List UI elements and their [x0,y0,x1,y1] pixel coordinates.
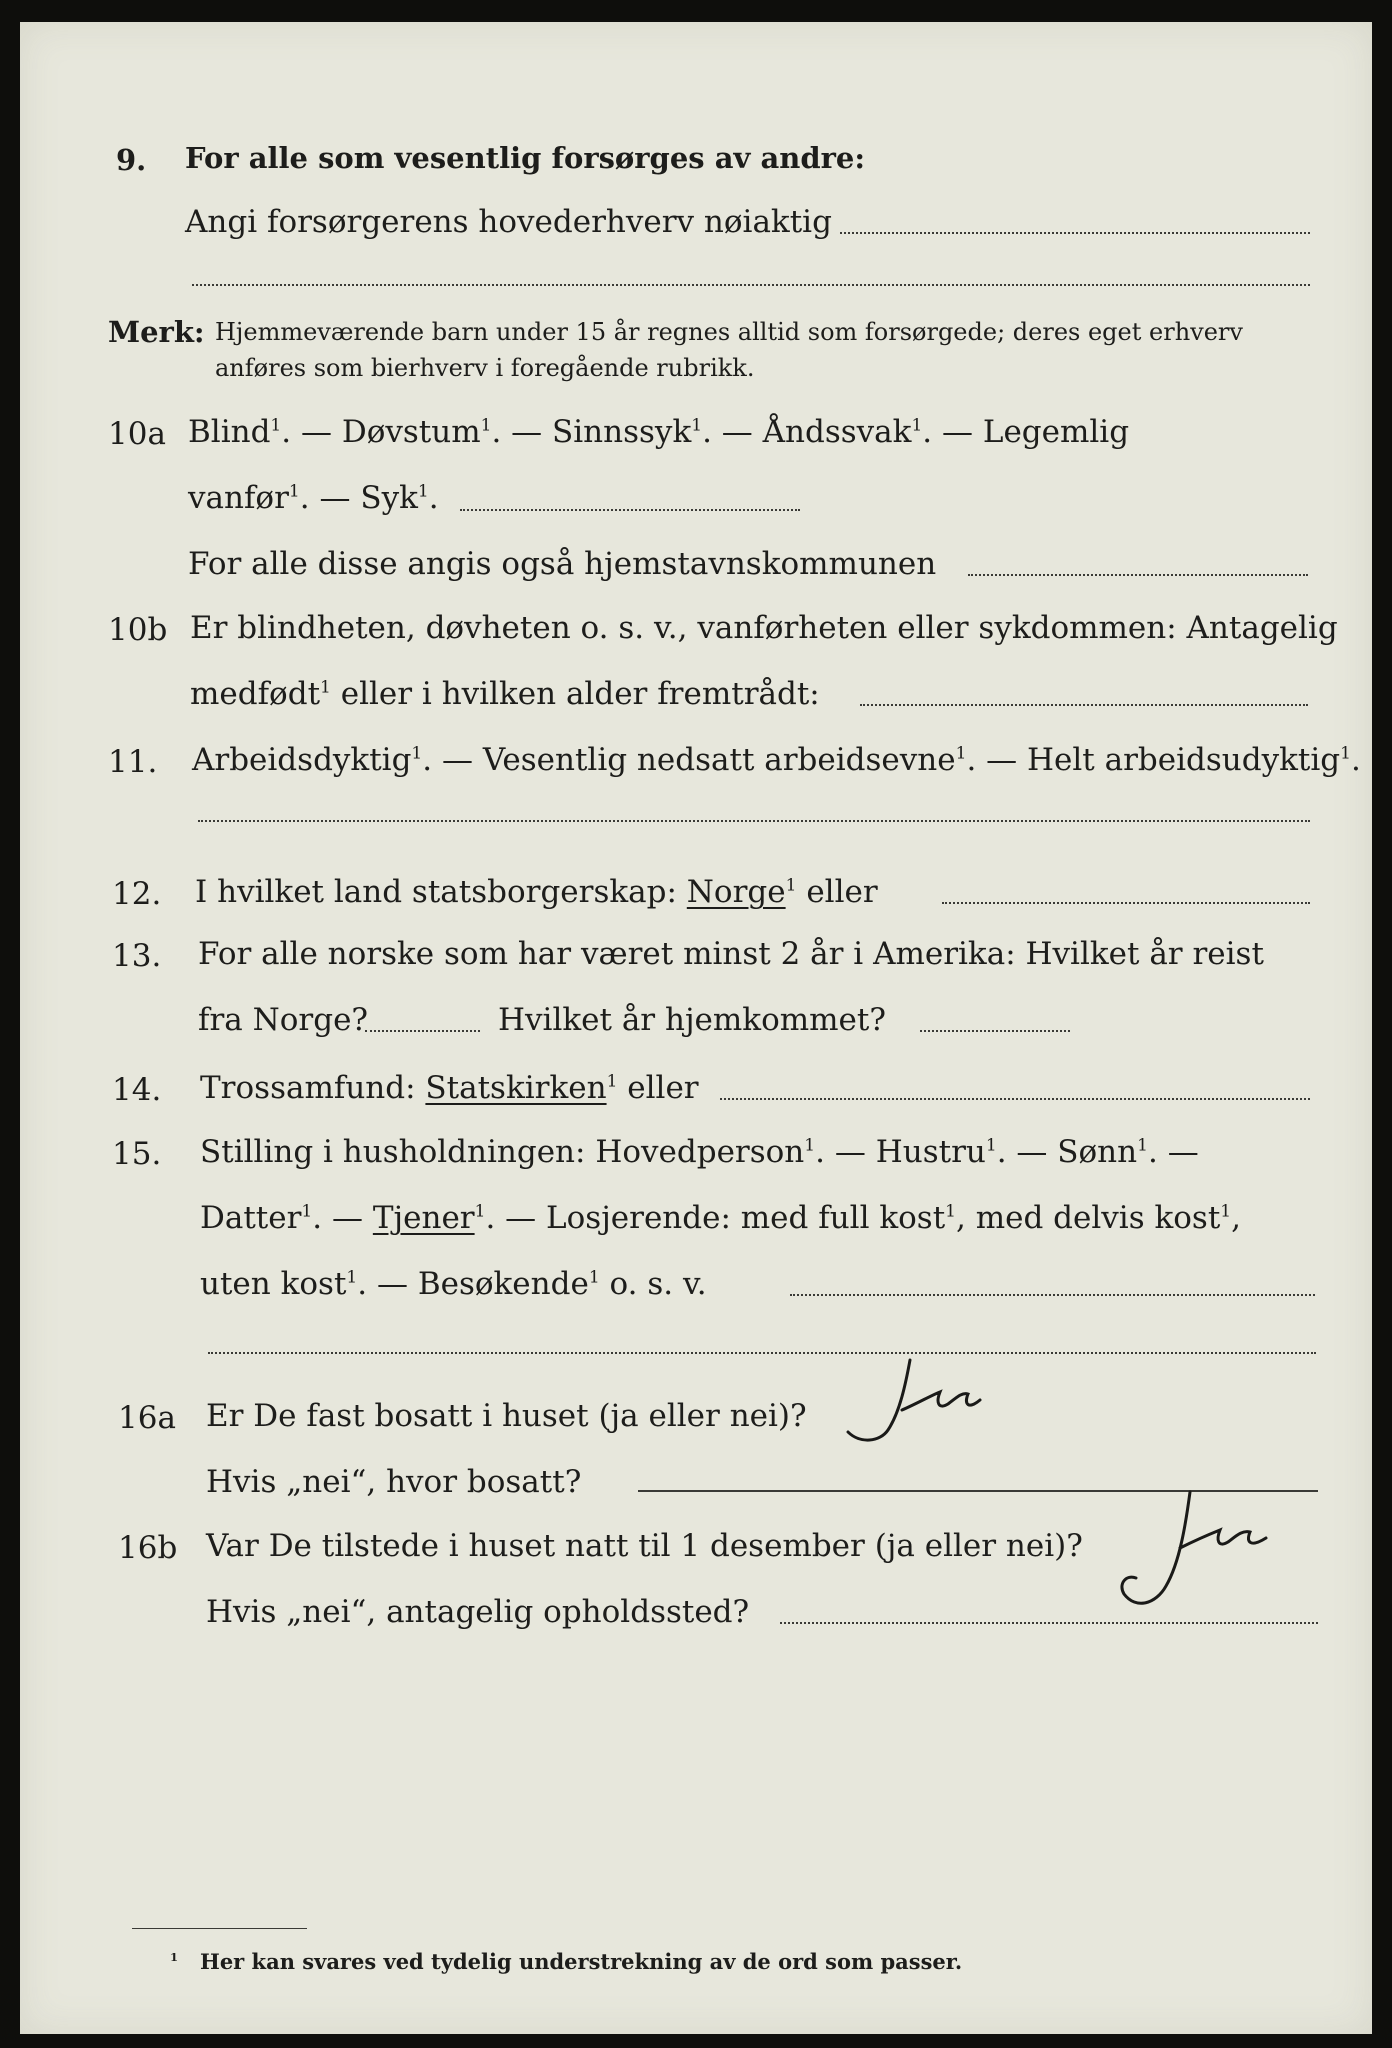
syk-option: Syk [360,480,418,516]
q12-answer-line[interactable] [942,902,1310,904]
footnote-mark: 1 [170,1950,179,1964]
norge-option: Norge [686,874,786,910]
q15-line-3: uten kost$^1$. — Besøkende$^1$ o. s. v. [200,1266,707,1302]
q16b-line-1: Var De tilstede i huset natt til 1 desember (ja eller nei)? [206,1528,1083,1564]
q10a-line-2: vanfør$^1$. — Syk$^1$. [188,480,439,516]
andssvak-option: Åndssvak [762,414,912,450]
q13-b: Hvilket år hjemkommet? [498,1002,886,1038]
hustru-option: Hustru [875,1134,986,1170]
q16a-handwritten-answer [840,1352,1000,1462]
q10b-answer-line[interactable] [860,704,1308,706]
full-kost-option: med full kost [740,1200,946,1236]
nedsatt-option: Vesentlig nedsatt arbeidsevne [482,742,956,778]
legemlig-option: Legemlig [982,414,1130,450]
q11-number: 11. [108,744,158,780]
q15-answer-line[interactable] [790,1294,1315,1296]
merk-line-1: Hjemmeværende barn under 15 år regnes alltid som forsørgede; deres eget erhverv [215,318,1243,346]
q16b-handwritten-answer [1110,1482,1300,1622]
q16a-line-2: Hvis „nei“, hvor bosatt? [206,1464,582,1500]
q10a-line-1: Blind$^1$. — Døvstum$^1$. — Sinnssyk$^1$. — Åndssvak$^1$. — Legemlig [188,414,1130,450]
vanfor-option: vanfør [188,480,289,516]
q10b-number: 10b [108,612,168,648]
q9-title: For alle som vesentlig forsørges av andre: [185,141,866,175]
svg-text:Ja: Ja [840,1352,841,1353]
q11-answer-line[interactable] [198,820,1310,822]
q9-number: 9. [116,143,147,177]
q10a-number: 10a [108,416,166,452]
q13-hjemkommet-line[interactable] [920,1030,1070,1032]
q16b-line-2: Hvis „nei“, antagelig opholdssted? [206,1594,750,1630]
q9-answer-line-2[interactable] [192,284,1310,286]
merk-label: Merk: [108,315,205,349]
svg-text:Ja: Ja [1110,1482,1111,1483]
q13-a: fra Norge? [198,1002,369,1038]
q15-number: 15. [112,1136,162,1172]
q10a-line-3: For alle disse angis også hjemstavnskommunen [188,546,937,582]
dovstum-option: Døvstum [341,414,481,450]
delvis-kost-option: med delvis kost [975,1200,1221,1236]
blind-option: Blind [188,414,271,450]
q15-answer-line-2[interactable] [208,1352,1316,1354]
q16a-line-1: Er De fast bosatt i huset (ja eller nei)? [206,1398,807,1434]
q15-line-1: Stilling i husholdningen: Hovedperson$^1$. — Hustru$^1$. — Sønn$^1$. — [200,1134,1199,1170]
medfodt-option: medfødt [190,676,321,712]
q14-answer-line[interactable] [720,1098,1310,1100]
q10b-line-2: medfødt$^1$ eller i hvilken alder fremtrådt: [190,676,820,712]
tjener-option: Tjener [372,1200,475,1236]
merk-line-2: anføres som bierhverv i foregående rubrikk. [215,354,755,382]
uten-kost-option: uten kost [200,1266,347,1302]
q13-number: 13. [112,938,162,974]
q12-number: 12. [112,876,162,912]
statskirken-option: Statskirken [425,1070,607,1106]
q13-reist-line[interactable] [365,1030,480,1032]
q9-answer-line[interactable] [840,232,1310,234]
q12-line: I hvilket land statsborgerskap: Norge$^1$ eller [195,874,878,910]
sinnssyk-option: Sinnssyk [552,414,692,450]
besokende-option: Besøkende [417,1266,589,1302]
q13-line-1: For alle norske som har været minst 2 år i Amerika: Hvilket år reist [198,936,1264,972]
q14-number: 14. [112,1072,162,1108]
hovedperson-option: Hovedperson [595,1134,805,1170]
census-form-page [20,22,1372,2034]
q15-line-2: Datter$^1$. — Tjener$^1$. — Losjerende: med full kost$^1$, med delvis kost$^1$, [200,1200,1241,1236]
q10b-line-1: Er blindheten, døvheten o. s. v., vanførheten eller sykdommen: Antagelig [190,610,1338,646]
sonn-option: Sønn [1057,1134,1138,1170]
udyktig-option: Helt arbeidsudyktig [1027,742,1341,778]
q11-line: Arbeidsdyktig$^1$. — Vesentlig nedsatt arbeidsevne$^1$. — Helt arbeidsudyktig$^1$. [192,742,1361,778]
q10a-answer-line[interactable] [460,509,800,511]
q16a-number: 16a [118,1400,176,1436]
footnote-divider [132,1928,307,1929]
q9-line: Angi forsørgerens hovederhverv nøiaktig [185,204,832,240]
q14-line: Trossamfund: Statskirken$^1$ eller [200,1070,699,1106]
footnote [170,1948,962,1976]
q16b-number: 16b [118,1530,178,1566]
q10a-hjemstavn-line[interactable] [968,574,1308,576]
arbeidsdyktig-option: Arbeidsdyktig [192,742,412,778]
q16b-answer-line[interactable] [780,1622,1318,1624]
datter-option: Datter [200,1200,302,1236]
footnote-text: Her kan svares ved tydelig understrekning av de ord som passer. [199,1949,963,1974]
